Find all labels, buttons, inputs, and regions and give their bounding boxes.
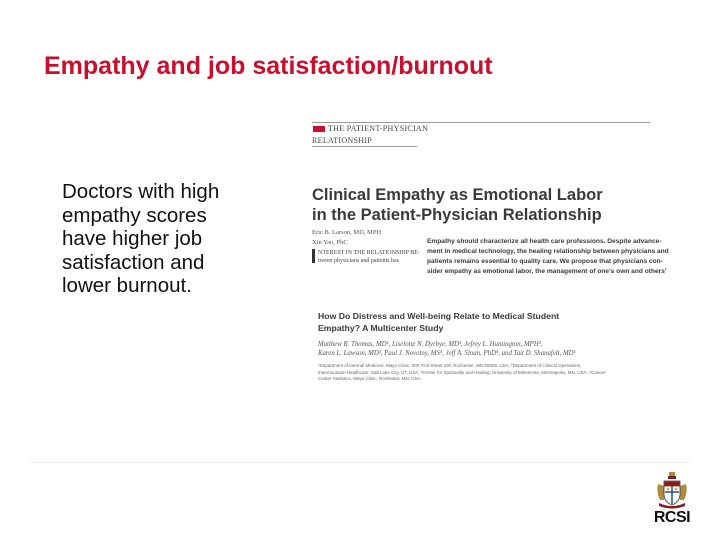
coat-of-arms-icon xyxy=(656,472,688,508)
intro-line: NTEREST IN THE RELATIONSHIP BE- xyxy=(318,250,420,256)
article-abstract xyxy=(427,237,669,277)
author-line: Eric B. Larson, MD, MPH xyxy=(312,229,382,236)
article-title-line: Clinical Empathy as Emotional Labor xyxy=(312,186,603,204)
abstract-line: Empathy should characterize all health care professions. Despite advance- xyxy=(427,238,662,245)
affiliation-line: Center Statistics, Mayo Clinic, Rochester, MN, USA. xyxy=(318,376,422,381)
article-clipping-clinical-empathy xyxy=(312,118,669,275)
footer-divider xyxy=(30,462,690,463)
journal-section-name: THE PATIENT-PHYSICIAN xyxy=(328,124,429,133)
dropcap-bar xyxy=(312,249,315,263)
abstract-line: ment in medical technology, the healing relationship between physicians and xyxy=(427,248,669,255)
article-clipping-medical-student-empathy xyxy=(318,308,658,390)
journal-header-rule-bottom xyxy=(312,146,417,147)
intro-line: tween physicians and patients has xyxy=(318,258,399,264)
article-authors xyxy=(318,340,576,358)
rcsi-logo xyxy=(648,472,696,532)
author-line: Matthew R. Thomas, MD¹, Liselotte N. Dyrbye, MD¹, Jefrey L. Huntington, MPH², xyxy=(318,341,543,348)
abstract-line: sider empathy as emotional labor, the management of one's own and others' xyxy=(427,268,667,275)
body-line: empathy scores xyxy=(62,203,207,227)
article-title-line: Empathy? A Multicenter Study xyxy=(318,323,444,333)
journal-header-rule xyxy=(312,122,650,123)
journal-section-name-cont: RELATIONSHIP xyxy=(312,136,373,145)
slide-title: Empathy and job satisfaction/burnout xyxy=(44,52,493,80)
article-title xyxy=(318,310,559,334)
article-title xyxy=(312,185,603,225)
article-intro-text xyxy=(318,249,420,265)
article-title-line: in the Patient-Physician Relationship xyxy=(312,206,602,224)
author-line: Xin Yao, PhC xyxy=(312,239,348,246)
article-authors xyxy=(312,228,381,248)
logo-wordmark: RCSI xyxy=(653,509,691,526)
author-line: Karen L. Lawson, MD³, Paul J. Novotny, MS⁴, Jeff A. Sloan, PhD⁴, and Tait D. Shanafelt, MD¹ xyxy=(318,350,576,357)
body-line: Doctors with high xyxy=(62,180,220,203)
body-line: have higher job xyxy=(62,227,203,250)
article-title-line: How Do Distress and Well-being Relate to Medical Student xyxy=(318,311,560,321)
affiliation-line: ¹Department of Internal Medicine, Mayo Clinic, 200 First Street SW, Rochester, MN 55905, USA; ²Department of Clinical Operations, xyxy=(318,363,582,368)
body-text xyxy=(62,180,282,298)
abstract-line: patients remains essential to quality care. We propose that physicians con- xyxy=(427,258,663,265)
journal-section-marker xyxy=(313,126,325,132)
body-line: lower burnout. xyxy=(62,274,192,297)
article-affiliations xyxy=(318,363,605,383)
body-line: satisfaction and xyxy=(62,250,205,274)
affiliation-line: Intermountain Healthcare, Salt Lake City, UT, USA; ³Center for Spirituality and Healing, University of Minnesota, Minneapolis, MN, USA; ⁴Cancer xyxy=(318,369,606,375)
